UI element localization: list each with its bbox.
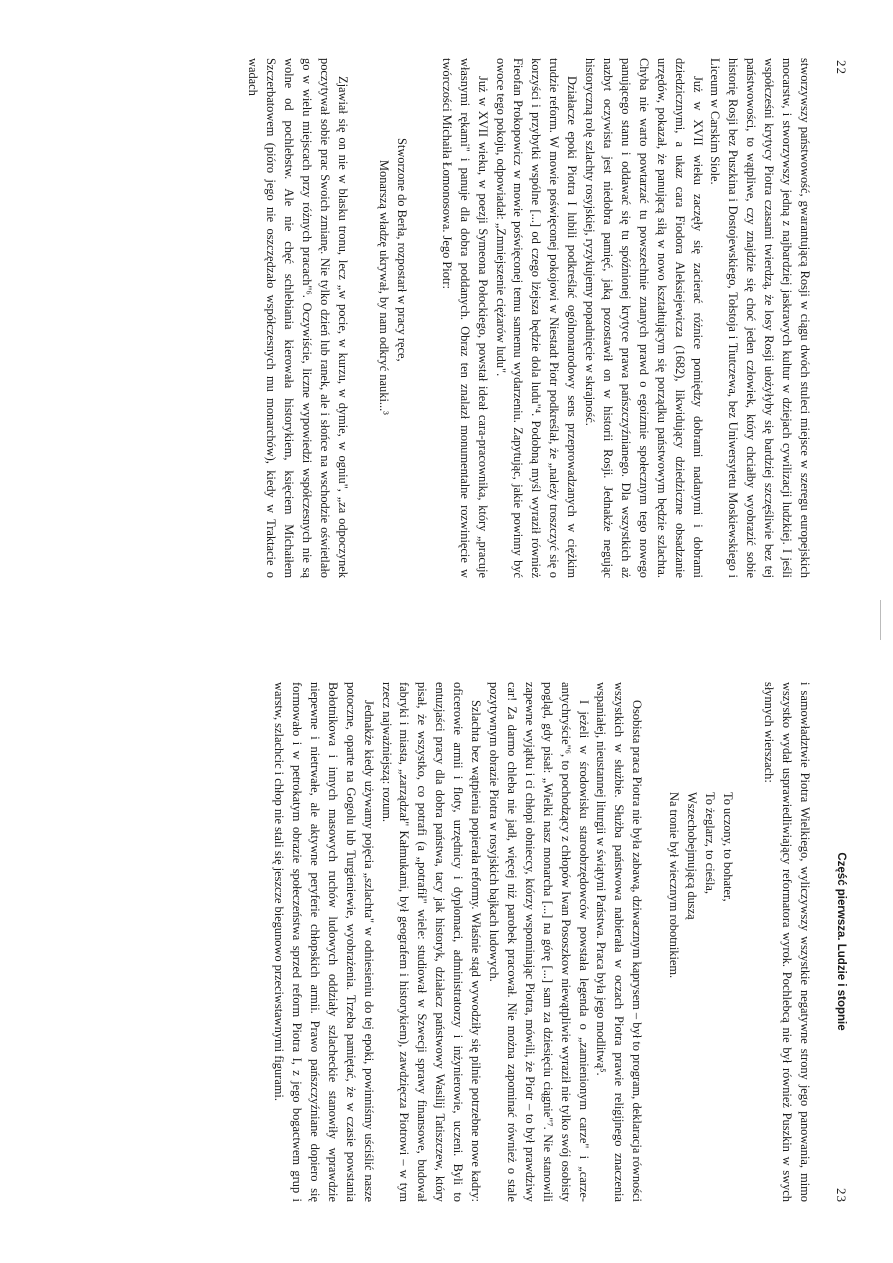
verse-line: Wszechobejmującą duszą: [685, 792, 700, 920]
right-page: [0, 620, 893, 1263]
verse-line: To żeglarz, to cieśla,: [703, 792, 718, 894]
paragraph: i samowładztwie Piotra Wielkiego, wyliczywszy wszystkie negatywne strony jego panowania, mimo wszystko wydał usprawiedliwiający reformatora wyrok. Pochlebcą nie był również Puszkin w swych słynnych wierszach:: [762, 682, 812, 1202]
paragraph: stworzywszy państwowość, gwarantującą Rosji w ciągu dwóch stuleci miejsce w szeregu europejskich mocarstw, i stworzywszy jedną z najbardziej jaskrawych kultur w dziejach cywilizacji ludzkiej. I jeśli współcześni krytycy Piotra czasami twierdzą, że losy Rosji ułożyłyby się bardziej szczęśliwie bez tej państwowości, to wątpliwe, czy znajdzie się choć jeden człowiek, który chciałby wyobrazić sobie historię Rosji bez Puszkina i Dostojewskiego, Tołstoja i Tiutczewa, bez Uniwersytetu Moskiewskiego i Liceum w Carskim Siole.: [708, 58, 812, 578]
left-page-text: [244, 58, 813, 578]
paragraph: Jednakże kiedy używamy pojęcia „szlachta" w odniesieniu do tej epoki, powinniśmy uściślić nasze potoczne, oparte na Gogolu lub Turgieniewie, wyobrażenia. Trzeba pamiętać, że w czasie powstania Bołotnikowa i innych masowych ruchów ludowych oddziały szlacheckie stanowiły wprawdzie niepewne i nietrwałe, ale aktywne peryferie chłopskich armii. Prawo pańszczyźniane dopiero się formowało i w petrokatym obrazie społeczeństwa sprzed reform Piotra I, z jego bogactwem grup i warstw, szlachcic i chłop nie stali się jeszcze biegunowo przeciwstawnymi figurami.: [272, 682, 376, 1202]
page-number-left: 22: [834, 60, 849, 75]
page-number-right: 23: [834, 1188, 849, 1203]
verse-quote: [665, 792, 737, 1202]
left-page: [0, 0, 893, 620]
verse-quote: [375, 138, 411, 578]
paragraph: I jeżeli w środowisku staroobrzędowców powstała legenda o „zamienionym carze" i „carze-antychryście"⁶, to pochodzący z chłopów Iwan Pososzkow niewątpliwie wyraził nie tylko swój osobisty pogląd, gdy pisał: „Wielki nasz monarcha [...] na górę [...] sam za dziesięciu ciągnie"⁷. Nie stanowili zapewne wyjątku i ci chłopi obnieccy, którzy wspominając Piotra, mówili, że Piotr – to był prawdziwy car! Za darmo chleba nie jadł, więcej niż parobek pracował. Nie można zapominać również o stale pozytywnym obrazie Piotra w rosyjskich bajkach ludowych.: [487, 682, 591, 1202]
verse-line: Stworzone do Berła, rozpostarł w pracy ręce,: [394, 138, 409, 362]
running-head: Część pierwsza. Ludzie i stopnie: [835, 852, 847, 1031]
verse-line: Na tronie był wiecznym robotnikiem.: [667, 792, 682, 979]
verse-line: To uczony, to bohater,: [721, 792, 736, 902]
paragraph: Szlachta bez wątpienia popierała reformy. Właśnie stąd wywodziły się pilnie potrzebne nowe kadry: oficerowie armii i floty, urzędnicy i dyplomaci, administratorzy i inżynierowie, uczeni. Byli to entuzjaści pracy dla dobra państwa, tacy jak historyk, działacz państwowy Wasilij Tatiszczew, który pisał, że wszystko, co potrafi (a „potrafił" wiele: studiował w Szwecji sprawy finansowe, budował fabryki i miasta, „zarządzał" Kałmukami, był geografem i historykiem), zawdzięcza Piotrowi – w tym rzecz najważniejszą: rozum.: [379, 682, 484, 1202]
paragraph: Już w XVII wieku zaczęły się zacierać różnice pomiędzy dobrami nadanymi i dobrami dziedzicznymi, a ukaz cara Fiodora Aleksiejewicza (1682), likwidujący dziedziczne obsadzanie urzędów, pokazał, że panującą siłą w nowo kształtującym się porządku państwowym będzie szlachta. Chyba nie warto powtarzać tu powszechnie znanych prawd o egoizmie społecznym tego nowego panującego stanu i oddawać się tu spóźnionej krytyce prawa pańszczyźnianego. Dla wszystkich aż nazbyt oczywista jest niedobra pamięć, jaką pozostawił on w historii Rosji. Jednakże negując historyczną rolę szlachty rosyjskiej, ryzykujemy popadnięcie w skrajność.: [583, 58, 705, 578]
paragraph: Działacze epoki Piotra I lubili podkreślać ogólnonarodowy sens przeprowadzanych w ciężkim trudzie reform. W mowie poświęconej pokojowi w Niestadt Piotr podkreślał, że „należy troszczyć się o korzyści i przybytki wspólne [...] od czego lżejsza będzie dola ludu"⁴. Podobną myśl wyraził również Fieofan Prokopowicz w mowie poświęconej temu samemu wydarzeniu. Zapytując, jakie powinny być owoce tego pokoju, odpowiadał: „Zmniejszenie ciężarów ludu".: [493, 58, 580, 578]
paragraph: Osobista praca Piotra nie była zabawą, dziwacznym kaprysem – był to program, deklaracja równości wszystkich w służbie. Służba państwowa nabierała w oczach Piotra prawie religijnego znaczenia wspaniałej, nieustannej liturgii w świątyni Państwa. Praca była jego modlitwą⁵.: [594, 682, 645, 1202]
paragraph: Zjawiał się on nie w blasku tronu, lecz „w pocie, w kurzu, w dymie, w ogniu", „za odpoczynek poczytywał sobie prac Swoich zmianę. Nie tylko dzień lub ranek, ale i słońce na wschodzie oświetlało go w wielu miejscach przy różnych pracach"⁶. Oczywiście, liczne wypowiedzi współczesnych nie są wolne od pochlebstw. Ale nie chęć schlebiania kierowała historykiem, księciem Michaiłem Szczerbatowem (pióro jego nie oszczędzało współczesnych mu monarchów), kiedy w Traktacie o wadach: [246, 58, 350, 578]
paragraph: Już w XVII wieku, w poezji Symeona Połockiego, powstał ideał cara-pracownika, który „pracuje własnymi rękami" i panuje dla dobra poddanych. Obraz ten znalazł monumentalne rozwinięcie w twórczości Michaiła Łomonosowa. Jego Piotr:: [439, 58, 490, 578]
verse-line: Monarszą władzę ukrywał, by nam odkryć nauki...³: [376, 160, 391, 415]
right-page-text: [269, 682, 813, 1202]
